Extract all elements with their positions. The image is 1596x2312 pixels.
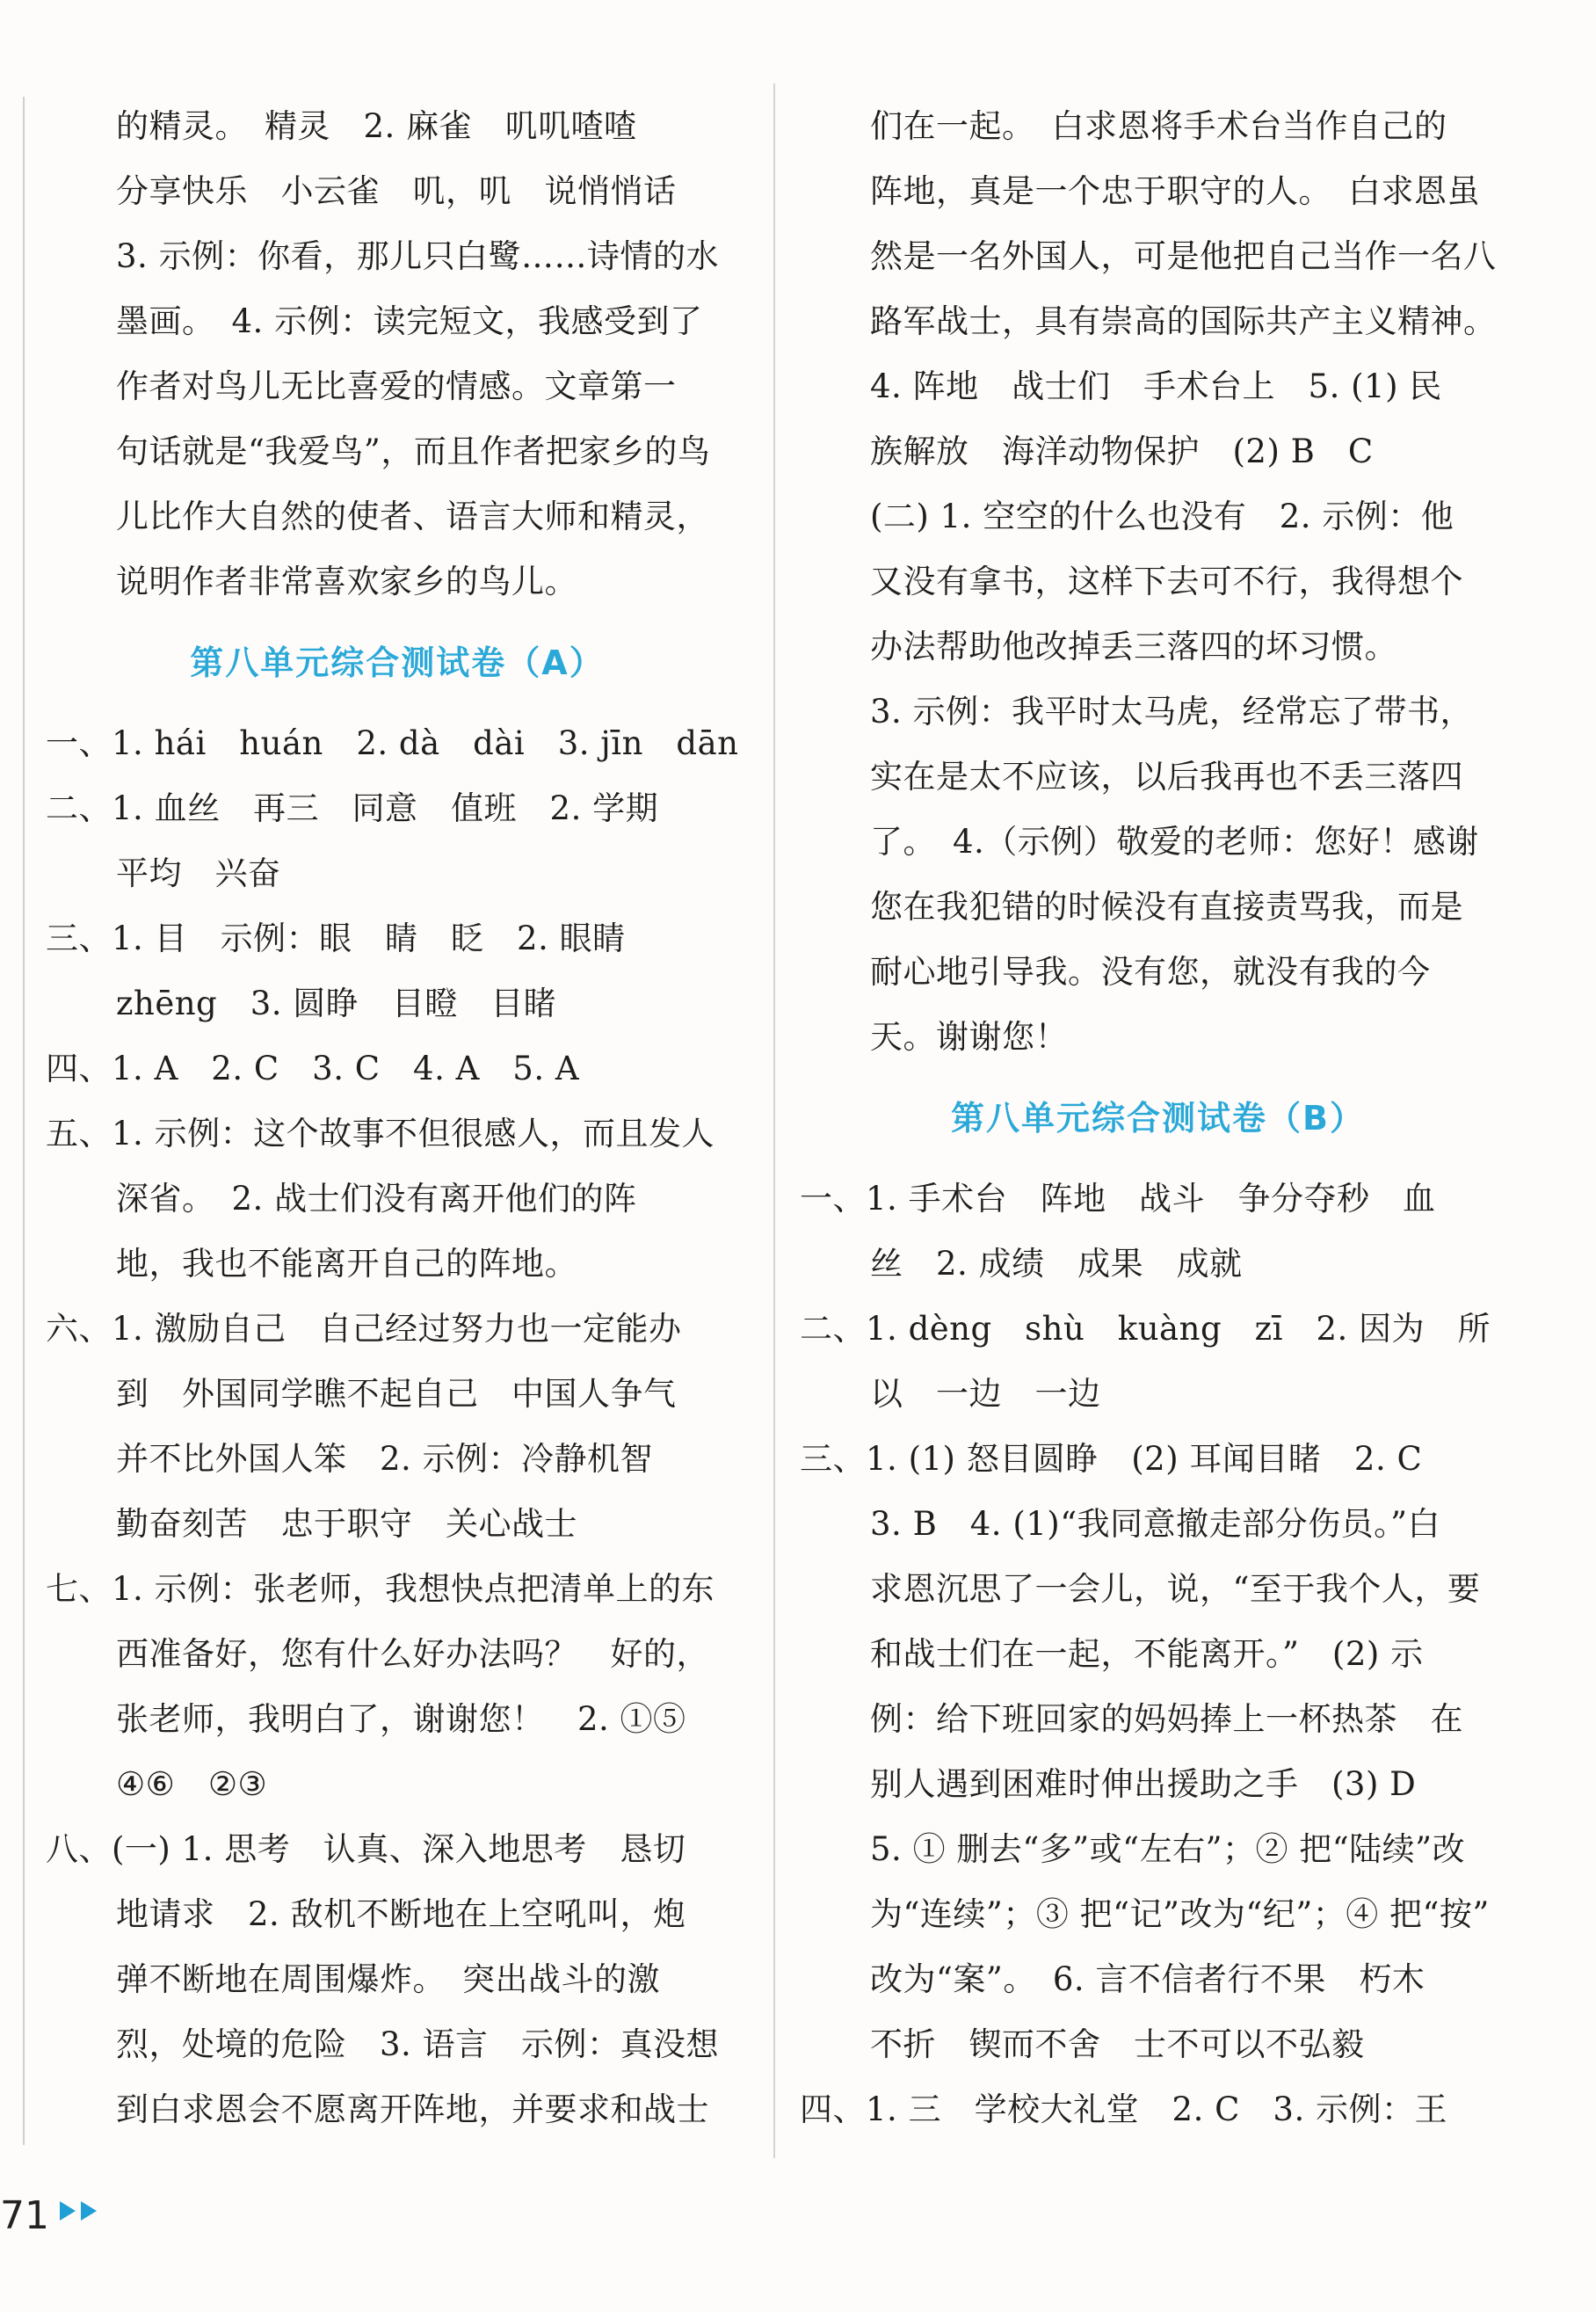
- answer-line: 5. ① 删去“多”或“左右”；② 把“陆续”改: [870, 1830, 1466, 1868]
- answer-line: 耐心地引导我。没有您，就没有我的今: [870, 953, 1431, 991]
- section-heading: 第八单元综合测试卷（B）: [951, 1099, 1365, 1138]
- answer-line: 二、1. 血丝 再三 同意 值班 2. 学期: [46, 789, 659, 827]
- answer-line: 以 一边 一边: [870, 1375, 1101, 1413]
- answer-line: 张老师，我明白了，谢谢您！ 2. ①⑤: [116, 1700, 686, 1738]
- answer-line: 路军战士，具有崇高的国际共产主义精神。: [870, 302, 1497, 340]
- answer-line: 3. 示例：你看，那儿只白鹭……诗情的水: [116, 237, 720, 275]
- section-heading: 第八单元综合测试卷（A）: [190, 643, 605, 682]
- answer-line: 西准备好，您有什么好办法吗？ 好的，: [116, 1635, 709, 1673]
- page-number: 71: [0, 2193, 49, 2238]
- answer-line: 到白求恩会不愿离开阵地，并要求和战士: [116, 2090, 709, 2128]
- answer-line: 改为“案”。 6. 言不信者行不果 朽木: [870, 1960, 1426, 1998]
- answer-line: 二、1. dèng shù kuàng zī 2. 因为 所: [800, 1310, 1491, 1348]
- answer-line: zhēng 3. 圆睁 目瞪 目睹: [116, 985, 557, 1022]
- answer-line: 烈，处境的危险 3. 语言 示例：真没想: [116, 2025, 720, 2063]
- answer-line: 地请求 2. 敌机不断地在上空吼叫，炮: [116, 1895, 686, 1933]
- answer-line: 然是一名外国人，可是他把自己当作一名八: [870, 237, 1497, 275]
- left-column: [46, 94, 749, 2142]
- answer-line: 到 外国同学瞧不起自己 中国人争气: [116, 1375, 677, 1413]
- answer-line: 别人遇到困难时伸出援助之手 (3) D: [870, 1765, 1417, 1803]
- page-arrow-icon: [60, 2201, 102, 2224]
- answer-line: 您在我犯错的时候没有直接责骂我，而是: [870, 888, 1463, 926]
- answer-line: 3. B 4. (1)“我同意撤走部分伤员。”白: [870, 1505, 1441, 1543]
- answer-line: 三、1. (1) 怒目圆睁 (2) 耳闻目睹 2. C: [800, 1440, 1423, 1478]
- left-margin-rule: [23, 97, 25, 2145]
- answer-line: 句话就是“我爱鸟”，而且作者把家乡的鸟: [116, 433, 711, 470]
- answer-line: 族解放 海洋动物保护 (2) B C: [870, 433, 1374, 470]
- answer-line: 深省。 2. 战士们没有离开他们的阵: [116, 1180, 637, 1218]
- answer-line: ④⑥ ②③: [116, 1765, 268, 1803]
- answer-line: 五、1. 示例：这个故事不但很感人，而且发人: [46, 1115, 715, 1152]
- answer-line: 了。 4.（示例）敬爱的老师：您好！感谢: [870, 823, 1479, 861]
- answer-line: 四、1. 三 学校大礼堂 2. C 3. 示例：王: [800, 2090, 1447, 2128]
- answer-line: 地，我也不能离开自己的阵地。: [116, 1245, 577, 1283]
- answer-line: 天。谢谢您！: [870, 1018, 1068, 1056]
- answer-line: 不折 锲而不舍 士不可以不弘毅: [870, 2025, 1365, 2063]
- answer-line: 七、1. 示例：张老师，我想快点把清单上的东: [46, 1570, 715, 1608]
- answer-line: 八、(一) 1. 思考 认真、深入地思考 恳切: [46, 1830, 686, 1868]
- answer-line: 六、1. 激励自己 自己经过努力也一定能办: [46, 1310, 682, 1348]
- answer-line: 丝 2. 成绩 成果 成就: [870, 1245, 1243, 1283]
- answer-line: 分享快乐 小云雀 叽，叽 说悄悄话: [116, 172, 677, 210]
- answer-line: 儿比作大自然的使者、语言大师和精灵，: [116, 498, 709, 535]
- answer-line: 又没有拿书，这样下去可不行，我得想个: [870, 563, 1463, 600]
- answer-line: 墨画。 4. 示例：读完短文，我感受到了: [116, 302, 703, 340]
- answer-line: 例：给下班回家的妈妈捧上一杯热茶 在: [870, 1700, 1463, 1738]
- answer-line: 四、1. A 2. C 3. C 4. A 5. A: [46, 1050, 580, 1087]
- answer-line: 的精灵。 精灵 2. 麻雀 叽叽喳喳: [116, 107, 637, 145]
- answer-line: 作者对鸟儿无比喜爱的情感。文章第一: [116, 367, 677, 405]
- answer-line: 阵地，真是一个忠于职守的人。 白求恩虽: [870, 172, 1480, 210]
- answer-line: 和战士们在一起，不能离开。” (2) 示: [870, 1635, 1424, 1673]
- answer-line: 勤奋刻苦 忠于职守 关心战士: [116, 1505, 577, 1543]
- answer-line: 求恩沉思了一会儿，说，“至于我个人，要: [870, 1570, 1481, 1608]
- answer-line: 实在是太不应该，以后我再也不丢三落四: [870, 758, 1463, 796]
- column-divider: [773, 84, 775, 2158]
- answer-line: 并不比外国人笨 2. 示例：冷静机智: [116, 1440, 654, 1478]
- answer-line: 三、1. 目 示例：眼 睛 眨 2. 眼睛: [46, 920, 626, 957]
- answer-line: 们在一起。 白求恩将手术台当作自己的: [870, 107, 1447, 145]
- answer-line: 为“连续”；③ 把“记”改为“纪”；④ 把“按”: [870, 1895, 1490, 1933]
- answer-line: 平均 兴奋: [116, 854, 281, 892]
- answer-line: 办法帮助他改掉丢三落四的坏习惯。: [870, 628, 1397, 665]
- answer-line: (二) 1. 空空的什么也没有 2. 示例：他: [870, 498, 1455, 535]
- answer-line: 一、1. hái huán 2. dà dài 3. jīn dān: [46, 724, 739, 762]
- answer-line: 弹不断地在周围爆炸。 突出战斗的激: [116, 1960, 660, 1998]
- answer-line: 3. 示例：我平时太马虎，经常忘了带书，: [870, 693, 1474, 731]
- answer-line: 一、1. 手术台 阵地 战斗 争分夺秒 血: [800, 1180, 1436, 1218]
- right-column: [800, 94, 1516, 2142]
- answer-line: 说明作者非常喜欢家乡的鸟儿。: [116, 563, 577, 600]
- answer-line: 4. 阵地 战士们 手术台上 5. (1) 民: [870, 367, 1442, 405]
